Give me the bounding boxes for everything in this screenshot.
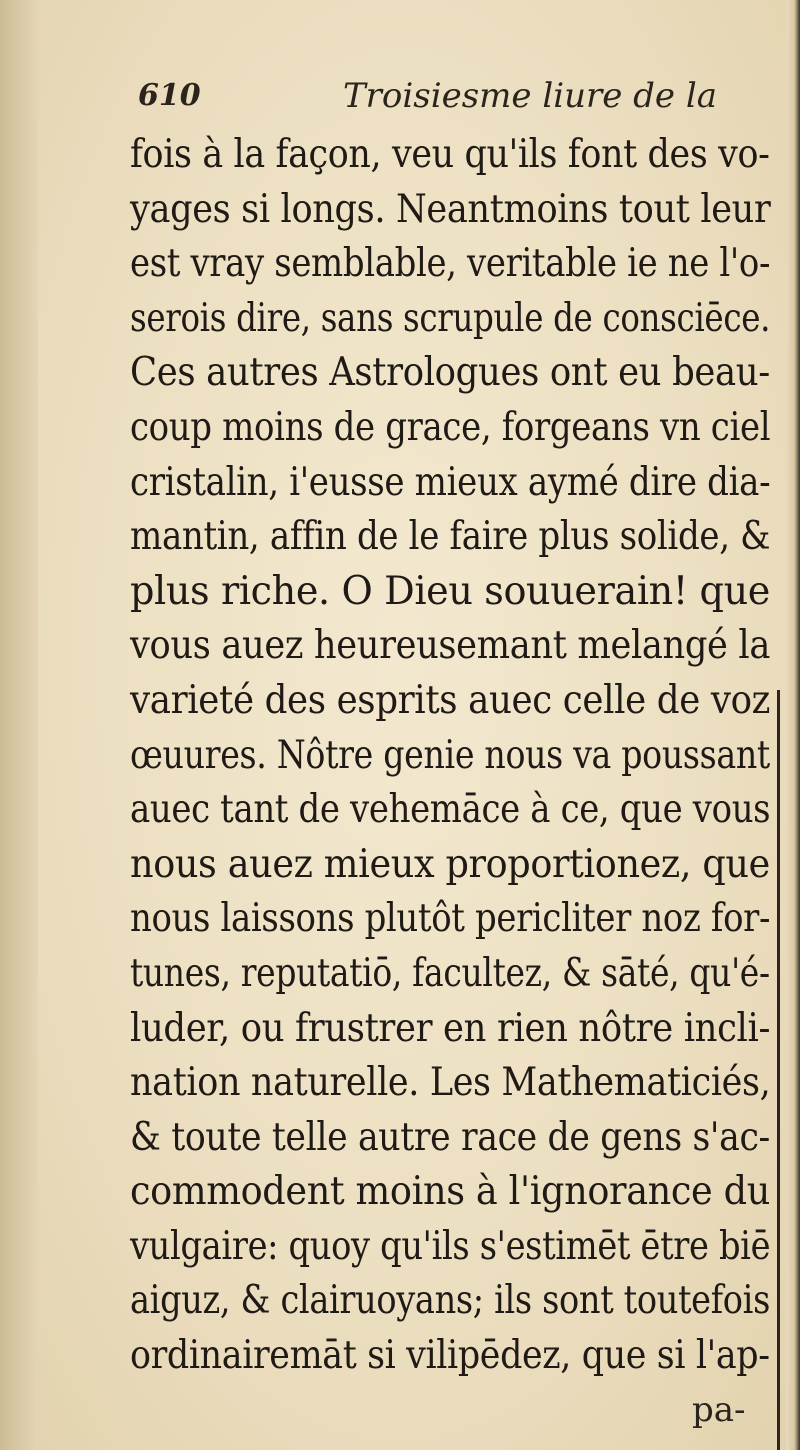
text-line: Ces autres Astrologues ont eu beau-: [130, 350, 770, 396]
text-line: mantin, affin de le faire plus solide, &: [130, 514, 771, 560]
page-header: [138, 76, 717, 122]
text-line: luder, ou frustrer en rien nôtre incli-: [130, 1005, 771, 1051]
text-line: varieté des esprits auec celle de voz: [130, 677, 771, 723]
text-line: fois à la façon, veu qu'ils font des vo-: [130, 132, 770, 177]
text-line: est vray semblable, veritable ie ne l'o-: [130, 241, 771, 287]
text-line: auec tant de vehemāce à ce, que vous: [130, 787, 771, 833]
text-line: œuures. Nôtre genie nous va poussant: [130, 732, 770, 778]
gutter-shadow: [0, 0, 38, 1450]
text-line: tunes, reputatiō, facultez, & sāté, qu'é-: [130, 950, 770, 996]
text-line: vous auez heureusemant melangé la: [130, 623, 770, 669]
text-line: aiguz, & clairuoyans; ils sont toutefois: [130, 1278, 770, 1324]
text-line: plus riche. O Dieu souuerain! que: [130, 568, 770, 614]
body-text: [130, 128, 770, 1384]
text-line: serois dire, sans scrupule de consciēce.: [130, 295, 771, 341]
running-title: Troisiesme liure de la: [343, 76, 717, 116]
text-line: yages si longs. Neantmoins tout leur: [130, 186, 771, 232]
text-line: & toute telle autre race de gens s'ac-: [130, 1114, 770, 1160]
text-line: vulgaire: quoy qu'ils s'estimēt ētre biē: [130, 1223, 771, 1269]
page-edge-line: [777, 690, 780, 1450]
text-line: nous laissons plutôt pericliter noz for-: [130, 896, 771, 942]
text-line: coup moins de grace, forgeans vn ciel: [130, 404, 771, 450]
page-edge: [786, 0, 800, 1450]
text-line: nation naturelle. Les Mathematiciés,: [130, 1060, 771, 1106]
text-line: ordinairemāt si vilipēdez, que si l'ap-: [130, 1333, 770, 1379]
catchword: pa-: [692, 1390, 746, 1430]
text-line: cristalin, i'eusse mieux aymé dire dia-: [130, 459, 771, 505]
text-line: nous auez mieux proportionez, que: [130, 841, 770, 887]
page-number: 610: [138, 78, 201, 113]
text-line: commodent moins à l'ignorance du: [130, 1169, 770, 1215]
